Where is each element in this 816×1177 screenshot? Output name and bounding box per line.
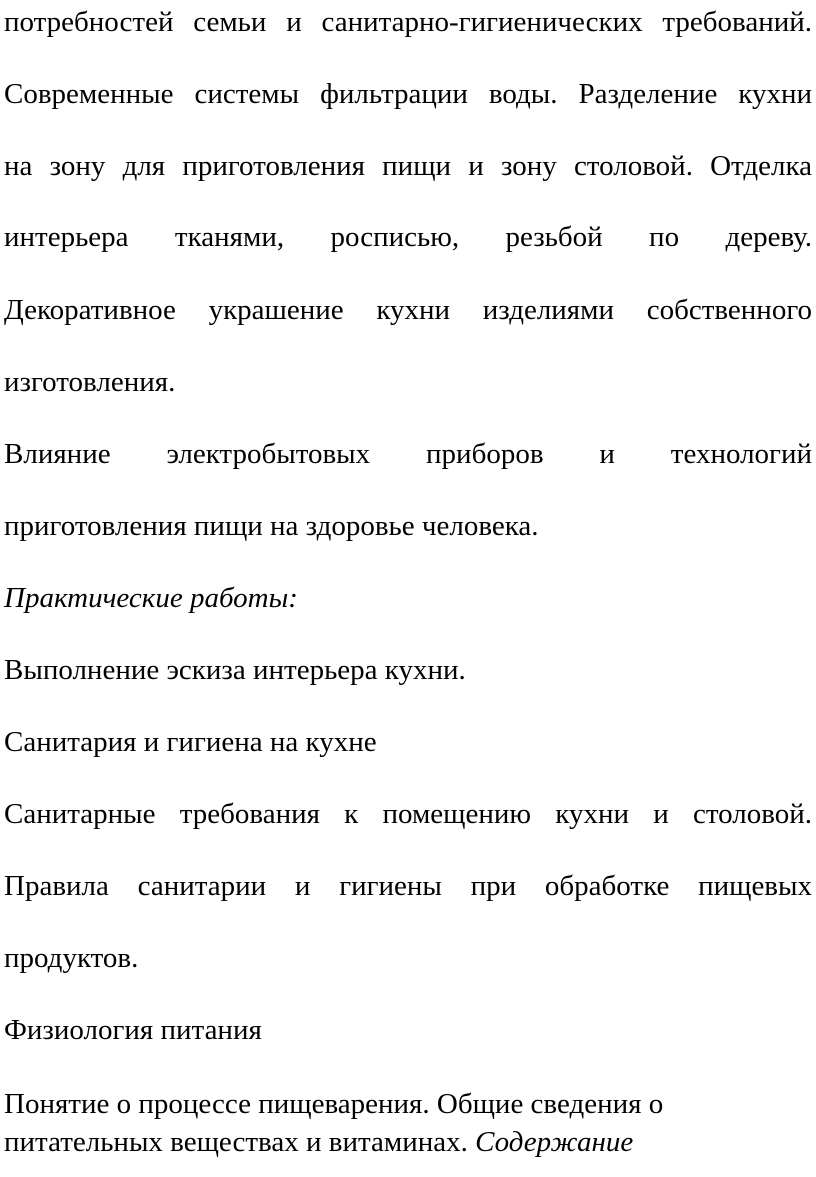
text-line: Правила санитарии и гигиены при обработке пищевых xyxy=(4,870,812,902)
text-line: Влияние электробытовых приборов и технологий xyxy=(4,438,812,470)
section-heading: Физиология питания xyxy=(4,1014,262,1046)
text-line: Выполнение эскиза интерьера кухни. xyxy=(4,654,466,686)
section-subheading: Практические работы: xyxy=(4,582,298,614)
text-line: изготовления. xyxy=(4,366,176,398)
text-line: Декоративное украшение кухни изделиями собственного xyxy=(4,294,812,326)
italic-heading: Содержание xyxy=(475,1126,634,1158)
text-line: приготовления пищи на здоровье человека. xyxy=(4,510,539,542)
text-line: Понятие о процессе пищеварения. Общие сведения о xyxy=(4,1088,664,1120)
text-line: продуктов. xyxy=(4,942,139,974)
text-line: на зону для приготовления пищи и зону столовой. Отделка xyxy=(4,150,812,182)
text-span: питательных веществах и витаминах. xyxy=(4,1126,468,1158)
text-line: Современные системы фильтрации воды. Разделение кухни xyxy=(4,78,812,110)
text-line: интерьера тканями, росписью, резьбой по дереву. xyxy=(4,221,812,253)
section-heading: Санитария и гигиена на кухне xyxy=(4,726,377,758)
text-line: Санитарные требования к помещению кухни и столовой. xyxy=(4,798,812,830)
text-line xyxy=(4,1124,812,1160)
text-line: потребностей семьи и санитарно-гигиенических требований. xyxy=(4,6,812,38)
